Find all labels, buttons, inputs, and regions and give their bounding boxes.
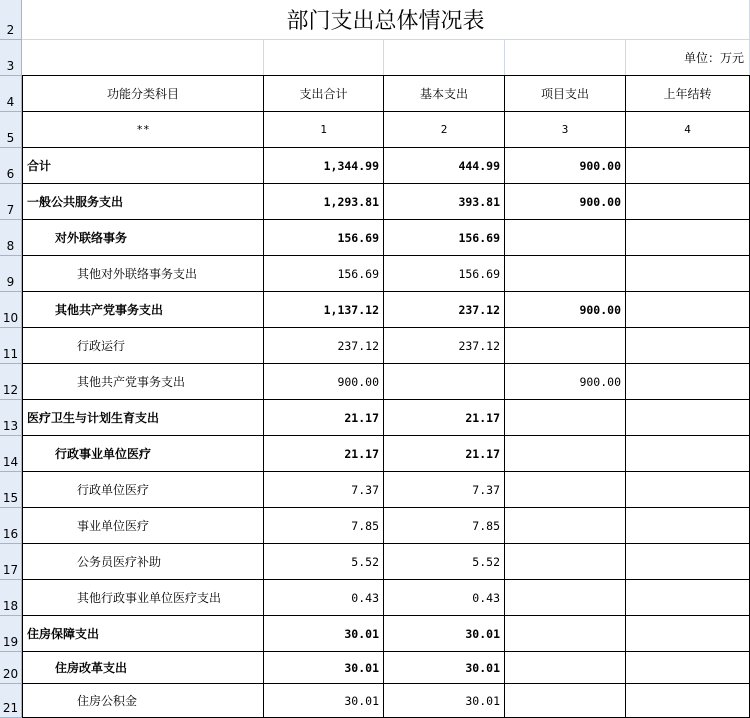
- amount-cell-basic[interactable]: 237.12: [384, 328, 505, 364]
- amount-cell-basic[interactable]: 5.52: [384, 544, 505, 580]
- index-cell[interactable]: 1: [264, 112, 384, 148]
- amount-cell-carry[interactable]: [626, 148, 750, 184]
- amount-cell-basic[interactable]: 0.43: [384, 580, 505, 616]
- amount-cell-carry[interactable]: [626, 684, 750, 718]
- amount-cell-basic[interactable]: 237.12: [384, 292, 505, 328]
- subject-cell[interactable]: 其他共产党事务支出: [22, 364, 264, 400]
- row-number[interactable]: 7: [0, 184, 22, 220]
- index-cell[interactable]: 2: [384, 112, 505, 148]
- amount-cell-project[interactable]: [505, 544, 626, 580]
- row-number[interactable]: 13: [0, 400, 22, 436]
- amount-cell-carry[interactable]: [626, 580, 750, 616]
- index-cell[interactable]: 3: [505, 112, 626, 148]
- row-number[interactable]: 8: [0, 220, 22, 256]
- row-number[interactable]: 20: [0, 652, 22, 684]
- amount-cell-project[interactable]: [505, 684, 626, 718]
- amount-cell-basic[interactable]: 30.01: [384, 652, 505, 684]
- amount-cell-total[interactable]: 237.12: [264, 328, 384, 364]
- amount-cell-carry[interactable]: [626, 184, 750, 220]
- amount-cell-project[interactable]: [505, 616, 626, 652]
- index-cell[interactable]: **: [22, 112, 264, 148]
- amount-cell-basic[interactable]: 7.85: [384, 508, 505, 544]
- row-number[interactable]: 21: [0, 684, 22, 718]
- amount-cell-basic[interactable]: 21.17: [384, 436, 505, 472]
- amount-cell-project[interactable]: [505, 472, 626, 508]
- amount-cell-project[interactable]: [505, 220, 626, 256]
- amount-cell-basic[interactable]: 393.81: [384, 184, 505, 220]
- amount-cell-total[interactable]: 156.69: [264, 220, 384, 256]
- amount-cell-total[interactable]: 5.52: [264, 544, 384, 580]
- row-number[interactable]: 12: [0, 364, 22, 400]
- amount-cell-carry[interactable]: [626, 256, 750, 292]
- amount-cell-total[interactable]: 900.00: [264, 364, 384, 400]
- amount-cell-carry[interactable]: [626, 508, 750, 544]
- row-number[interactable]: 18: [0, 580, 22, 616]
- amount-cell-basic[interactable]: [384, 364, 505, 400]
- subject-cell[interactable]: 行政事业单位医疗: [22, 436, 264, 472]
- amount-cell-carry[interactable]: [626, 652, 750, 684]
- amount-cell-total[interactable]: 30.01: [264, 652, 384, 684]
- row-number[interactable]: 9: [0, 256, 22, 292]
- amount-cell-total[interactable]: 156.69: [264, 256, 384, 292]
- subject-cell[interactable]: 住房公积金: [22, 684, 264, 718]
- row-number[interactable]: 16: [0, 508, 22, 544]
- amount-cell-total[interactable]: 1,293.81: [264, 184, 384, 220]
- amount-cell-total[interactable]: 21.17: [264, 400, 384, 436]
- row-number[interactable]: 14: [0, 436, 22, 472]
- amount-cell-project[interactable]: 900.00: [505, 148, 626, 184]
- row-number[interactable]: 5: [0, 112, 22, 148]
- amount-cell-project[interactable]: [505, 580, 626, 616]
- amount-cell-basic[interactable]: 156.69: [384, 256, 505, 292]
- amount-cell-total[interactable]: 21.17: [264, 436, 384, 472]
- amount-cell-total[interactable]: 30.01: [264, 684, 384, 718]
- amount-cell-total[interactable]: 1,344.99: [264, 148, 384, 184]
- subject-cell[interactable]: 行政运行: [22, 328, 264, 364]
- amount-cell-basic[interactable]: 7.37: [384, 472, 505, 508]
- amount-cell-project[interactable]: [505, 436, 626, 472]
- amount-cell-basic[interactable]: 444.99: [384, 148, 505, 184]
- amount-cell-project[interactable]: [505, 328, 626, 364]
- column-header-basic[interactable]: 基本支出: [384, 76, 505, 112]
- subject-cell[interactable]: 一般公共服务支出: [22, 184, 264, 220]
- subject-cell[interactable]: 住房改革支出: [22, 652, 264, 684]
- column-header-total[interactable]: 支出合计: [264, 76, 384, 112]
- amount-cell-total[interactable]: 7.37: [264, 472, 384, 508]
- amount-cell-carry[interactable]: [626, 616, 750, 652]
- amount-cell-basic[interactable]: 30.01: [384, 616, 505, 652]
- amount-cell-project[interactable]: 900.00: [505, 292, 626, 328]
- subject-cell[interactable]: 其他行政事业单位医疗支出: [22, 580, 264, 616]
- subject-cell[interactable]: 公务员医疗补助: [22, 544, 264, 580]
- index-cell[interactable]: 4: [626, 112, 750, 148]
- amount-cell-carry[interactable]: [626, 220, 750, 256]
- column-header-subject[interactable]: 功能分类科目: [22, 76, 264, 112]
- amount-cell-project[interactable]: [505, 400, 626, 436]
- amount-cell-total[interactable]: 7.85: [264, 508, 384, 544]
- amount-cell-total[interactable]: 30.01: [264, 616, 384, 652]
- amount-cell-project[interactable]: 900.00: [505, 184, 626, 220]
- amount-cell-carry[interactable]: [626, 364, 750, 400]
- unit-label: 单位：万元: [22, 40, 750, 76]
- row-number[interactable]: 2: [0, 0, 22, 40]
- subject-cell[interactable]: 事业单位医疗: [22, 508, 264, 544]
- amount-cell-project[interactable]: [505, 508, 626, 544]
- row-number[interactable]: 3: [0, 40, 22, 76]
- amount-cell-project[interactable]: 900.00: [505, 364, 626, 400]
- amount-cell-basic[interactable]: 156.69: [384, 220, 505, 256]
- amount-cell-project[interactable]: [505, 652, 626, 684]
- subject-cell[interactable]: 合计: [22, 148, 264, 184]
- amount-cell-carry[interactable]: [626, 436, 750, 472]
- subject-cell[interactable]: 其他共产党事务支出: [22, 292, 264, 328]
- amount-cell-project[interactable]: [505, 256, 626, 292]
- subject-cell[interactable]: 医疗卫生与计划生育支出: [22, 400, 264, 436]
- row-number[interactable]: 11: [0, 328, 22, 364]
- amount-cell-carry[interactable]: [626, 400, 750, 436]
- row-number[interactable]: 6: [0, 148, 22, 184]
- page-title[interactable]: 部门支出总体情况表: [22, 0, 750, 40]
- row-number[interactable]: 10: [0, 292, 22, 328]
- amount-cell-basic[interactable]: 30.01: [384, 684, 505, 718]
- amount-cell-total[interactable]: 1,137.12: [264, 292, 384, 328]
- subject-cell[interactable]: 行政单位医疗: [22, 472, 264, 508]
- amount-cell-carry[interactable]: [626, 472, 750, 508]
- row-number[interactable]: 4: [0, 76, 22, 112]
- amount-cell-basic[interactable]: 21.17: [384, 400, 505, 436]
- row-number[interactable]: 15: [0, 472, 22, 508]
- subject-cell[interactable]: 对外联络事务: [22, 220, 264, 256]
- amount-cell-carry[interactable]: [626, 544, 750, 580]
- subject-cell[interactable]: 住房保障支出: [22, 616, 264, 652]
- row-number[interactable]: 19: [0, 616, 22, 652]
- amount-cell-carry[interactable]: [626, 328, 750, 364]
- amount-cell-carry[interactable]: [626, 292, 750, 328]
- subject-cell[interactable]: 其他对外联络事务支出: [22, 256, 264, 292]
- column-header-project[interactable]: 项目支出: [505, 76, 626, 112]
- amount-cell-total[interactable]: 0.43: [264, 580, 384, 616]
- row-number[interactable]: 17: [0, 544, 22, 580]
- column-header-carry[interactable]: 上年结转: [626, 76, 750, 112]
